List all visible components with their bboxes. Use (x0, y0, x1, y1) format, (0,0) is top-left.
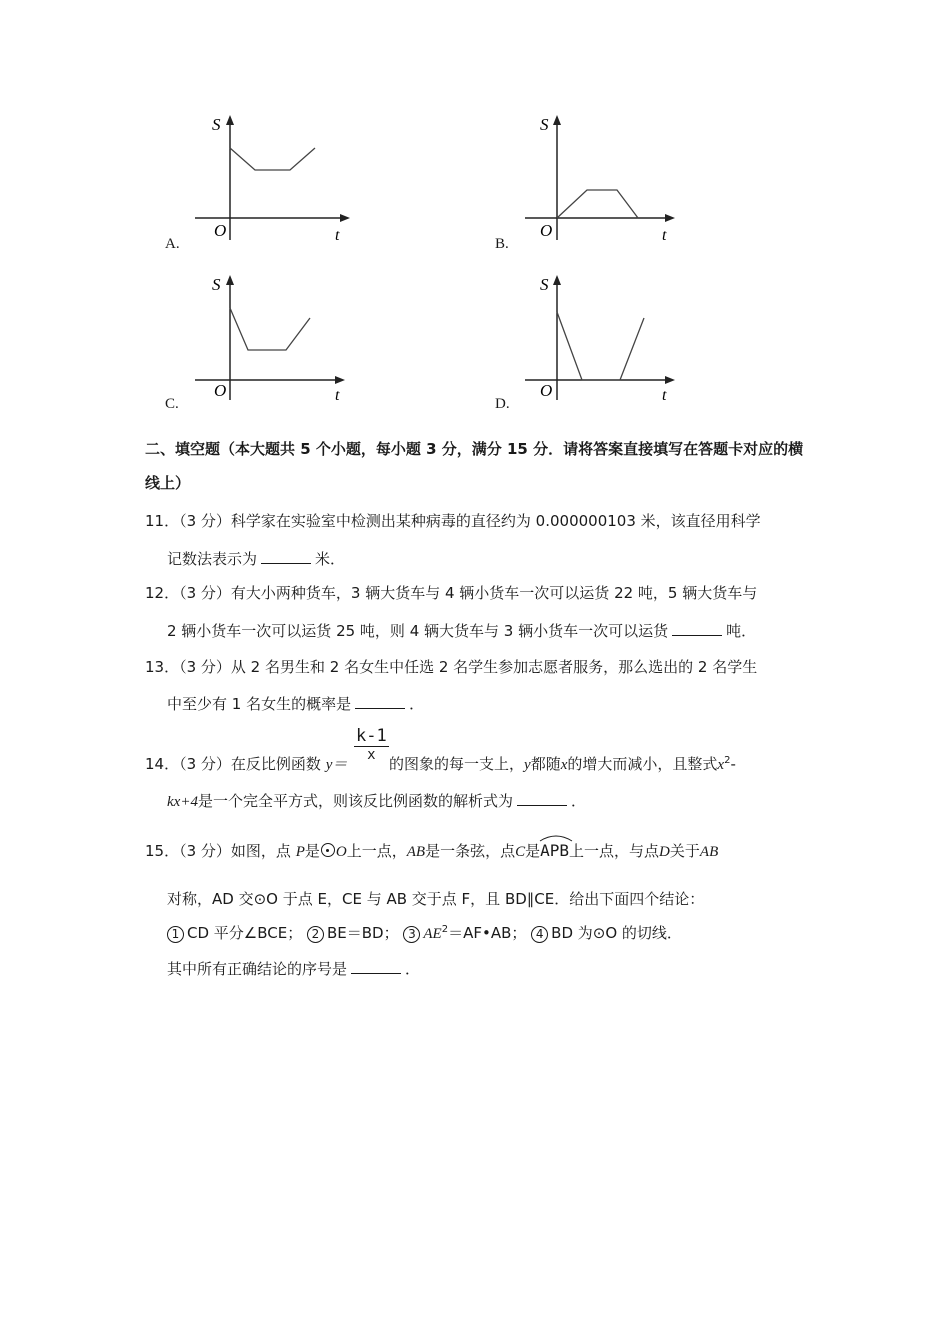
q15-c3b: ＝AF•AB； (448, 924, 527, 942)
q11-answer-blank[interactable] (261, 549, 311, 564)
q14-score: （3 分） (179, 755, 231, 773)
q14-num: 14． (145, 755, 180, 773)
graph-d (520, 270, 690, 405)
q15-c: 上一点， (346, 842, 407, 860)
q15-ab: AB (406, 844, 426, 860)
q11-text1: 科学家在实验室中检测出某种病毒的直径约为 0.000000103 米，该直径用科学 (230, 512, 761, 530)
graph-d-axis-s: S (540, 275, 549, 294)
graph-a-axis-t: t (335, 227, 340, 244)
q12-text2b: 吨． (726, 622, 757, 640)
circle-dot-icon (321, 843, 335, 857)
graph-b-axis-s: S (540, 115, 549, 134)
q14-frac-den: x (367, 747, 376, 763)
q12-line1 (145, 582, 757, 603)
q15-cpt: C (515, 844, 526, 860)
q14-frac-num: k-1 (356, 726, 387, 746)
graph-a-origin: O (214, 221, 227, 240)
q15-arc-label: APB (540, 841, 570, 860)
q15-line2 (167, 888, 704, 909)
q14-y-var: y (524, 757, 531, 773)
q12-answer-blank[interactable] (672, 621, 722, 636)
q12-num: 12． (145, 584, 180, 602)
q14-pre: 在反比例函数 (230, 755, 321, 773)
graph-d-axis-t: t (662, 387, 667, 404)
q15-o: O (335, 844, 347, 860)
q12-line2 (167, 620, 756, 641)
q15-pre: 如图，点 (230, 842, 291, 860)
q14-text2b: 是一个完全平方式，则该反比例函数的解析式为 (197, 792, 513, 810)
graph-c-origin: O (214, 381, 227, 400)
q13-text1: 从 2 名男生和 2 名女生中任选 2 名学生参加志愿者服务，那么选出的 2 名学生 (230, 658, 758, 676)
q13-text2b: ． (409, 695, 425, 713)
q15-ab2: AB (699, 844, 719, 860)
q15-d: 是一条弦，点 (425, 842, 516, 860)
graph-a (190, 110, 360, 245)
q11-line2 (167, 548, 345, 569)
q15-b: 是 (304, 842, 320, 860)
q14-y-eq: y＝ (325, 757, 348, 773)
q14-fraction (354, 726, 389, 763)
q15-f: 上一点，与点 (569, 842, 660, 860)
q14-mid3: 的增大而减小，且整式 (567, 755, 718, 773)
q14-exp: 2 (724, 755, 731, 766)
q14-x2: x (717, 757, 725, 773)
q15-line4 (167, 958, 420, 979)
circled-2: 2 (307, 926, 324, 943)
q15-text4b: ． (405, 960, 421, 978)
q15-g: 关于 (669, 842, 700, 860)
q15-num: 15． (145, 842, 180, 860)
option-a-label: A. (165, 236, 180, 252)
q14-line2 (167, 790, 586, 811)
q14-x-var: x (560, 757, 568, 773)
q15-c1: CD 平分∠BCE； (187, 924, 303, 942)
q15-c3exp: 2 (441, 924, 449, 935)
circled-4: 4 (531, 926, 548, 943)
q14-mid: 的图象的每一支上， (389, 755, 525, 773)
q15-line3 (167, 922, 682, 943)
q12-score: （3 分） (179, 584, 231, 602)
option-c-label: C. (165, 396, 179, 412)
q15-line1 (145, 840, 718, 861)
q15-arc (540, 841, 569, 860)
q14-line1-cont (389, 753, 736, 774)
section-title: 二、填空题（本大题共 5 个小题，每小题 3 分，满分 15 分．请将答案直接填写在答题卡对应的横线上） (145, 440, 804, 492)
q15-c4: BD 为⊙O 的切线． (551, 924, 682, 942)
q14-mid2: 都随 (530, 755, 561, 773)
q11-text2a: 记数法表示为 (167, 550, 258, 568)
q15-c2: BE＝BD； (327, 924, 399, 942)
q13-answer-blank[interactable] (355, 694, 405, 709)
q14-line1 (145, 753, 347, 774)
q15-text2: 对称，AD 交⊙O 于点 E，CE 与 AB 交于点 F，且 BD∥CE．给出下面四个结论： (167, 890, 705, 908)
q15-answer-blank[interactable] (351, 959, 401, 974)
q15-e: 是 (525, 842, 541, 860)
q12-text2a: 2 辆小货车一次可以运货 25 吨，则 4 辆大货车与 3 辆小货车一次可以运货 (167, 622, 669, 640)
graph-c-axis-t: t (335, 387, 340, 404)
arc-icon (539, 834, 573, 842)
graph-b (520, 110, 690, 245)
graph-c-axis-s: S (212, 275, 221, 294)
q15-score: （3 分） (179, 842, 231, 860)
q11-text2b: 米． (315, 550, 346, 568)
q15-p: P (295, 844, 305, 860)
circled-1: 1 (167, 926, 184, 943)
option-d-label: D. (495, 396, 510, 412)
q15-dpt: D (659, 844, 670, 860)
q13-num: 13． (145, 658, 180, 676)
q14-minus: - (730, 755, 736, 773)
q13-line1 (145, 656, 757, 677)
q13-line2 (167, 693, 424, 714)
option-b-label: B. (495, 236, 509, 252)
graph-b-origin: O (540, 221, 553, 240)
graph-a-axis-s: S (212, 115, 221, 134)
q12-text1: 有大小两种货车，3 辆大货车与 4 辆小货车一次可以运货 22 吨，5 辆大货车与 (230, 584, 758, 602)
circled-3: 3 (403, 926, 420, 943)
q14-kx4: kx+4 (167, 794, 198, 810)
q15-c3a: AE (423, 926, 442, 942)
q14-answer-blank[interactable] (517, 791, 567, 806)
graph-d-origin: O (540, 381, 553, 400)
q13-score: （3 分） (179, 658, 231, 676)
q11-line1 (145, 510, 761, 531)
graph-b-axis-t: t (662, 227, 667, 244)
q14-text2c: ． (570, 792, 586, 810)
graph-c (190, 270, 360, 405)
q15-text4a: 其中所有正确结论的序号是 (167, 960, 348, 978)
q11-num: 11． (145, 512, 180, 530)
q13-text2a: 中至少有 1 名女生的概率是 (167, 695, 352, 713)
q11-score: （3 分） (179, 512, 231, 530)
